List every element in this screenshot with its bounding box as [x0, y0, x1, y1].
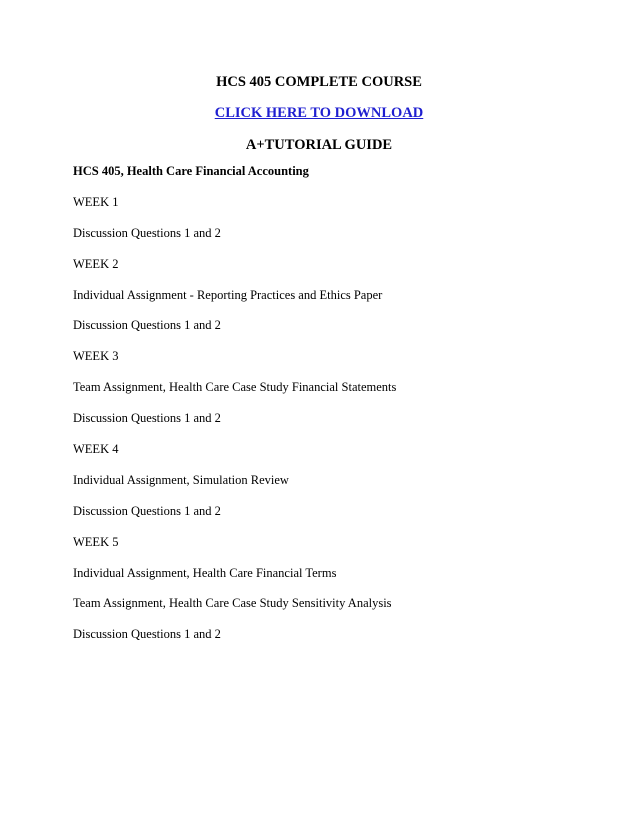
week-4-heading: WEEK 4 — [73, 442, 119, 457]
list-item: Discussion Questions 1 and 2 — [73, 411, 221, 426]
list-item: Individual Assignment - Reporting Practices and Ethics Paper — [73, 287, 383, 302]
list-item: Team Assignment, Health Care Case Study Sensitivity Analysis — [73, 596, 392, 611]
download-link[interactable]: CLICK HERE TO DOWNLOAD — [214, 105, 424, 121]
download-link-row — [0, 104, 638, 122]
guide-subtitle: A+TUTORIAL GUIDE — [245, 137, 393, 153]
list-item: Discussion Questions 1 and 2 — [73, 225, 221, 240]
week-5-heading: WEEK 5 — [73, 534, 119, 549]
list-item: Individual Assignment, Health Care Financial Terms — [73, 565, 337, 580]
week-3-heading: WEEK 3 — [73, 349, 119, 364]
course-heading: HCS 405, Health Care Financial Accounting — [73, 164, 309, 178]
course-outline — [73, 163, 613, 657]
list-item: Individual Assignment, Simulation Review — [73, 472, 289, 487]
list-item: Discussion Questions 1 and 2 — [73, 318, 221, 333]
week-2-heading: WEEK 2 — [73, 256, 119, 271]
list-item: Discussion Questions 1 and 2 — [73, 503, 221, 518]
week-1-heading: WEEK 1 — [73, 194, 119, 209]
list-item: Discussion Questions 1 and 2 — [73, 627, 221, 642]
list-item: Team Assignment, Health Care Case Study Financial Statements — [73, 380, 397, 395]
course-title: HCS 405 COMPLETE COURSE — [216, 74, 422, 90]
